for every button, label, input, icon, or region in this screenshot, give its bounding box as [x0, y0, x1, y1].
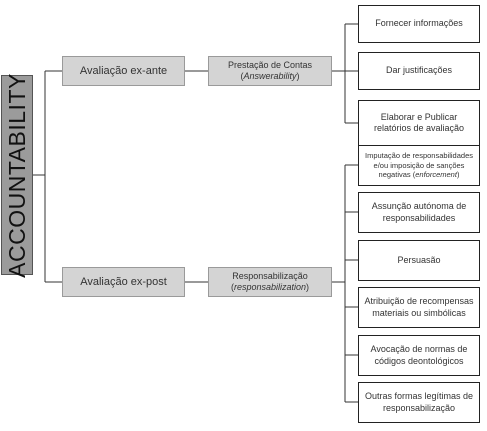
leaf-text: Fornecer informações: [375, 18, 463, 29]
leaf-text-line2: e/ou imposição de sanções: [373, 160, 465, 170]
leaf-text: Persuasão: [397, 254, 441, 265]
leaf-avocacao-normas: [358, 335, 480, 376]
sub-responsabilizacao-line1: Responsabilização: [232, 271, 308, 281]
leaf-imputacao-responsabilidades: [358, 145, 480, 186]
branch-ex-ante: [62, 56, 185, 86]
leaf-text-line2: responsabilidades: [382, 212, 456, 223]
leaf-text-line2: relatórios de avaliação: [373, 123, 465, 133]
branch-ex-post: [62, 267, 185, 297]
root-label: ACCOUNTABILITY: [3, 72, 30, 278]
leaf-text: Dar justificações: [385, 65, 453, 76]
leaf-persuasao: [358, 240, 480, 281]
sub-responsabilizacao-line2: (responsabilization): [230, 282, 310, 292]
leaf-text-line1: Atribuição de recompensas: [364, 296, 474, 306]
leaf-fornecer-informacoes: [358, 5, 480, 43]
sub-prestacao-line2: (Answerability): [240, 71, 300, 81]
branch-ex-post-label: Avaliação ex-post: [80, 276, 167, 288]
leaf-dar-justificacoes: [358, 52, 480, 90]
leaf-text-line1: Elaborar e Publicar: [380, 111, 458, 122]
leaf-outras-formas: [358, 382, 480, 423]
leaf-text-line1: Assunção autónoma de: [371, 201, 467, 211]
leaf-text-line1: Outras formas legítimas de: [364, 391, 474, 401]
leaf-assuncao-autonoma: [358, 192, 480, 233]
sub-prestacao-line1: Prestação de Contas: [227, 60, 313, 70]
leaf-text-line1: Imputação de responsabilidades: [365, 151, 473, 161]
leaf-text-line3: negativas (enforcement): [378, 170, 460, 180]
leaf-text-line2: materiais ou simbólicas: [372, 307, 466, 318]
leaf-text-line1: Avocação de normas de: [370, 344, 468, 354]
leaf-text-line2: códigos deontológicos: [374, 355, 464, 366]
leaf-atribuicao-recompensas: [358, 287, 480, 328]
leaf-text-line2: responsabilização: [382, 402, 456, 413]
leaf-elaborar-relatorios: [358, 100, 480, 146]
sub-responsabilizacao: [208, 267, 332, 297]
root-node-accountability: [1, 72, 33, 278]
branch-ex-ante-label: Avaliação ex-ante: [79, 65, 168, 77]
sub-prestacao-de-contas: [208, 56, 332, 86]
